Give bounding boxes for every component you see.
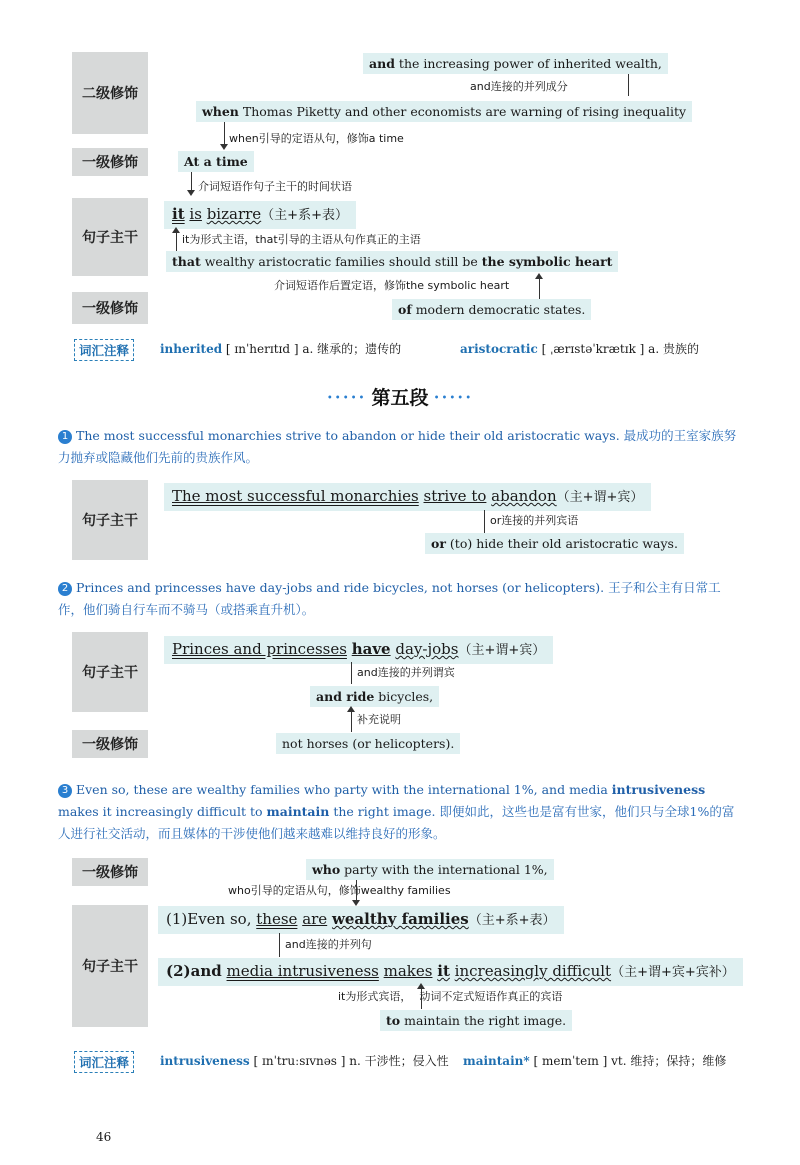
p2-main-bar: Princes and princesses have day-jobs（主+谓+宾） bbox=[164, 636, 553, 664]
note-and-p3: and连接的并列句 bbox=[285, 938, 372, 951]
label-main-clause-p3: 句子主干 bbox=[72, 905, 148, 1027]
vocab-label-1: 词汇注释 bbox=[74, 339, 134, 361]
note-or: or连接的并列宾语 bbox=[490, 514, 579, 527]
note-prep: 介词短语作句子主干的时间状语 bbox=[198, 180, 352, 193]
p3-who-bar: who party with the international 1%, bbox=[306, 859, 554, 880]
page-number: 46 bbox=[96, 1130, 112, 1144]
label-first-level-2: 一级修饰 bbox=[72, 292, 148, 324]
label-first-level: 一级修饰 bbox=[72, 148, 148, 176]
label-first-level-p2: 一级修饰 bbox=[72, 730, 148, 758]
p3-to-bar: to maintain the right image. bbox=[380, 1010, 572, 1031]
note-supplement: 补充说明 bbox=[357, 713, 401, 726]
note-it-subject: it为形式主语，that引导的主语从句作真正的主语 bbox=[182, 233, 421, 246]
note-who: who引导的定语从句，修饰wealthy families bbox=[228, 884, 451, 897]
note-of: 介词短语作后置定语，修饰the symbolic heart bbox=[274, 279, 510, 292]
note-and-p2: and连接的并列谓宾 bbox=[357, 666, 455, 679]
note-and: and连接的并列成分 bbox=[470, 80, 568, 93]
label-main-clause-p1: 句子主干 bbox=[72, 480, 148, 560]
label-second-level: 二级修饰 bbox=[72, 52, 148, 134]
label-main-clause: 句子主干 bbox=[72, 198, 148, 276]
p2-not-bar: not horses (or helicopters). bbox=[276, 733, 460, 754]
paragraph-2: 2 Princes and princesses have day-jobs and ride bicycles, not horses (or helicopters). 王子和公主有日常工作，他们骑自行车而不骑马（或搭乘直升机）。 bbox=[58, 580, 721, 617]
note-when: when引导的定语从句，修饰a time bbox=[229, 132, 404, 145]
main-clause-bar: it is bizarre（主+系+表） bbox=[164, 201, 356, 229]
vocab-label-2: 词汇注释 bbox=[74, 1051, 134, 1073]
of-phrase-bar: of modern democratic states. bbox=[392, 299, 591, 320]
label-main-clause-p2: 句子主干 bbox=[72, 632, 148, 712]
and-phrase-bar: and the increasing power of inherited wealth, bbox=[363, 53, 668, 74]
at-a-time-bar: At a time bbox=[178, 151, 254, 172]
p3-main-2-bar: (2)and media intrusiveness makes it increasingly difficult（主+谓+宾+宾补） bbox=[158, 958, 743, 986]
note-it-object: it为形式宾语， 动词不定式短语作真正的宾语 bbox=[338, 990, 563, 1003]
p1-or-bar: or (to) hide their old aristocratic ways. bbox=[425, 533, 684, 554]
when-clause-bar: when Thomas Piketty and other economists are warning of rising inequality bbox=[196, 101, 692, 122]
paragraph-3: 3 Even so, these are wealthy families who party with the international 1%, and media intrusiveness makes it increasingly difficult to maintain the right image. 即便如此，这些也是富有世家，他们只与全球1%的富人进行社交活动，而且媒体的干涉使他们越来越难以维持良好的形象。 bbox=[58, 782, 735, 841]
vocab-intrusiveness: intrusiveness [ ɪnˈtruːsɪvnəs ] n. 干涉性；侵入性 bbox=[160, 1054, 449, 1068]
p3-main-1-bar: (1)Even so, these are wealthy families（主+系+表） bbox=[158, 906, 564, 934]
vocab-inherited: inherited [ ɪnˈherɪtɪd ] a. 继承的；遗传的 bbox=[160, 342, 402, 356]
that-clause-bar: that wealthy aristocratic families should still be the symbolic heart bbox=[166, 251, 618, 272]
vocab-aristocratic: aristocratic [ ˌærɪstəˈkrætɪk ] a. 贵族的 bbox=[460, 342, 699, 356]
paragraph-1: 1 The most successful monarchies strive to abandon or hide their old aristocratic ways. 最成功的王室家族努力抛弃或隐藏他们先前的贵族作风。 bbox=[58, 428, 737, 465]
p2-and-bar: and ride bicycles, bbox=[310, 686, 439, 707]
section-heading: ••••• 第五段 ••••• bbox=[326, 387, 474, 409]
p1-main-bar: The most successful monarchies strive to abandon（主+谓+宾） bbox=[164, 483, 651, 511]
label-first-level-p3: 一级修饰 bbox=[72, 858, 148, 886]
vocab-maintain: maintain* [ meɪnˈteɪn ] vt. 维持；保持；维修 bbox=[463, 1054, 727, 1068]
